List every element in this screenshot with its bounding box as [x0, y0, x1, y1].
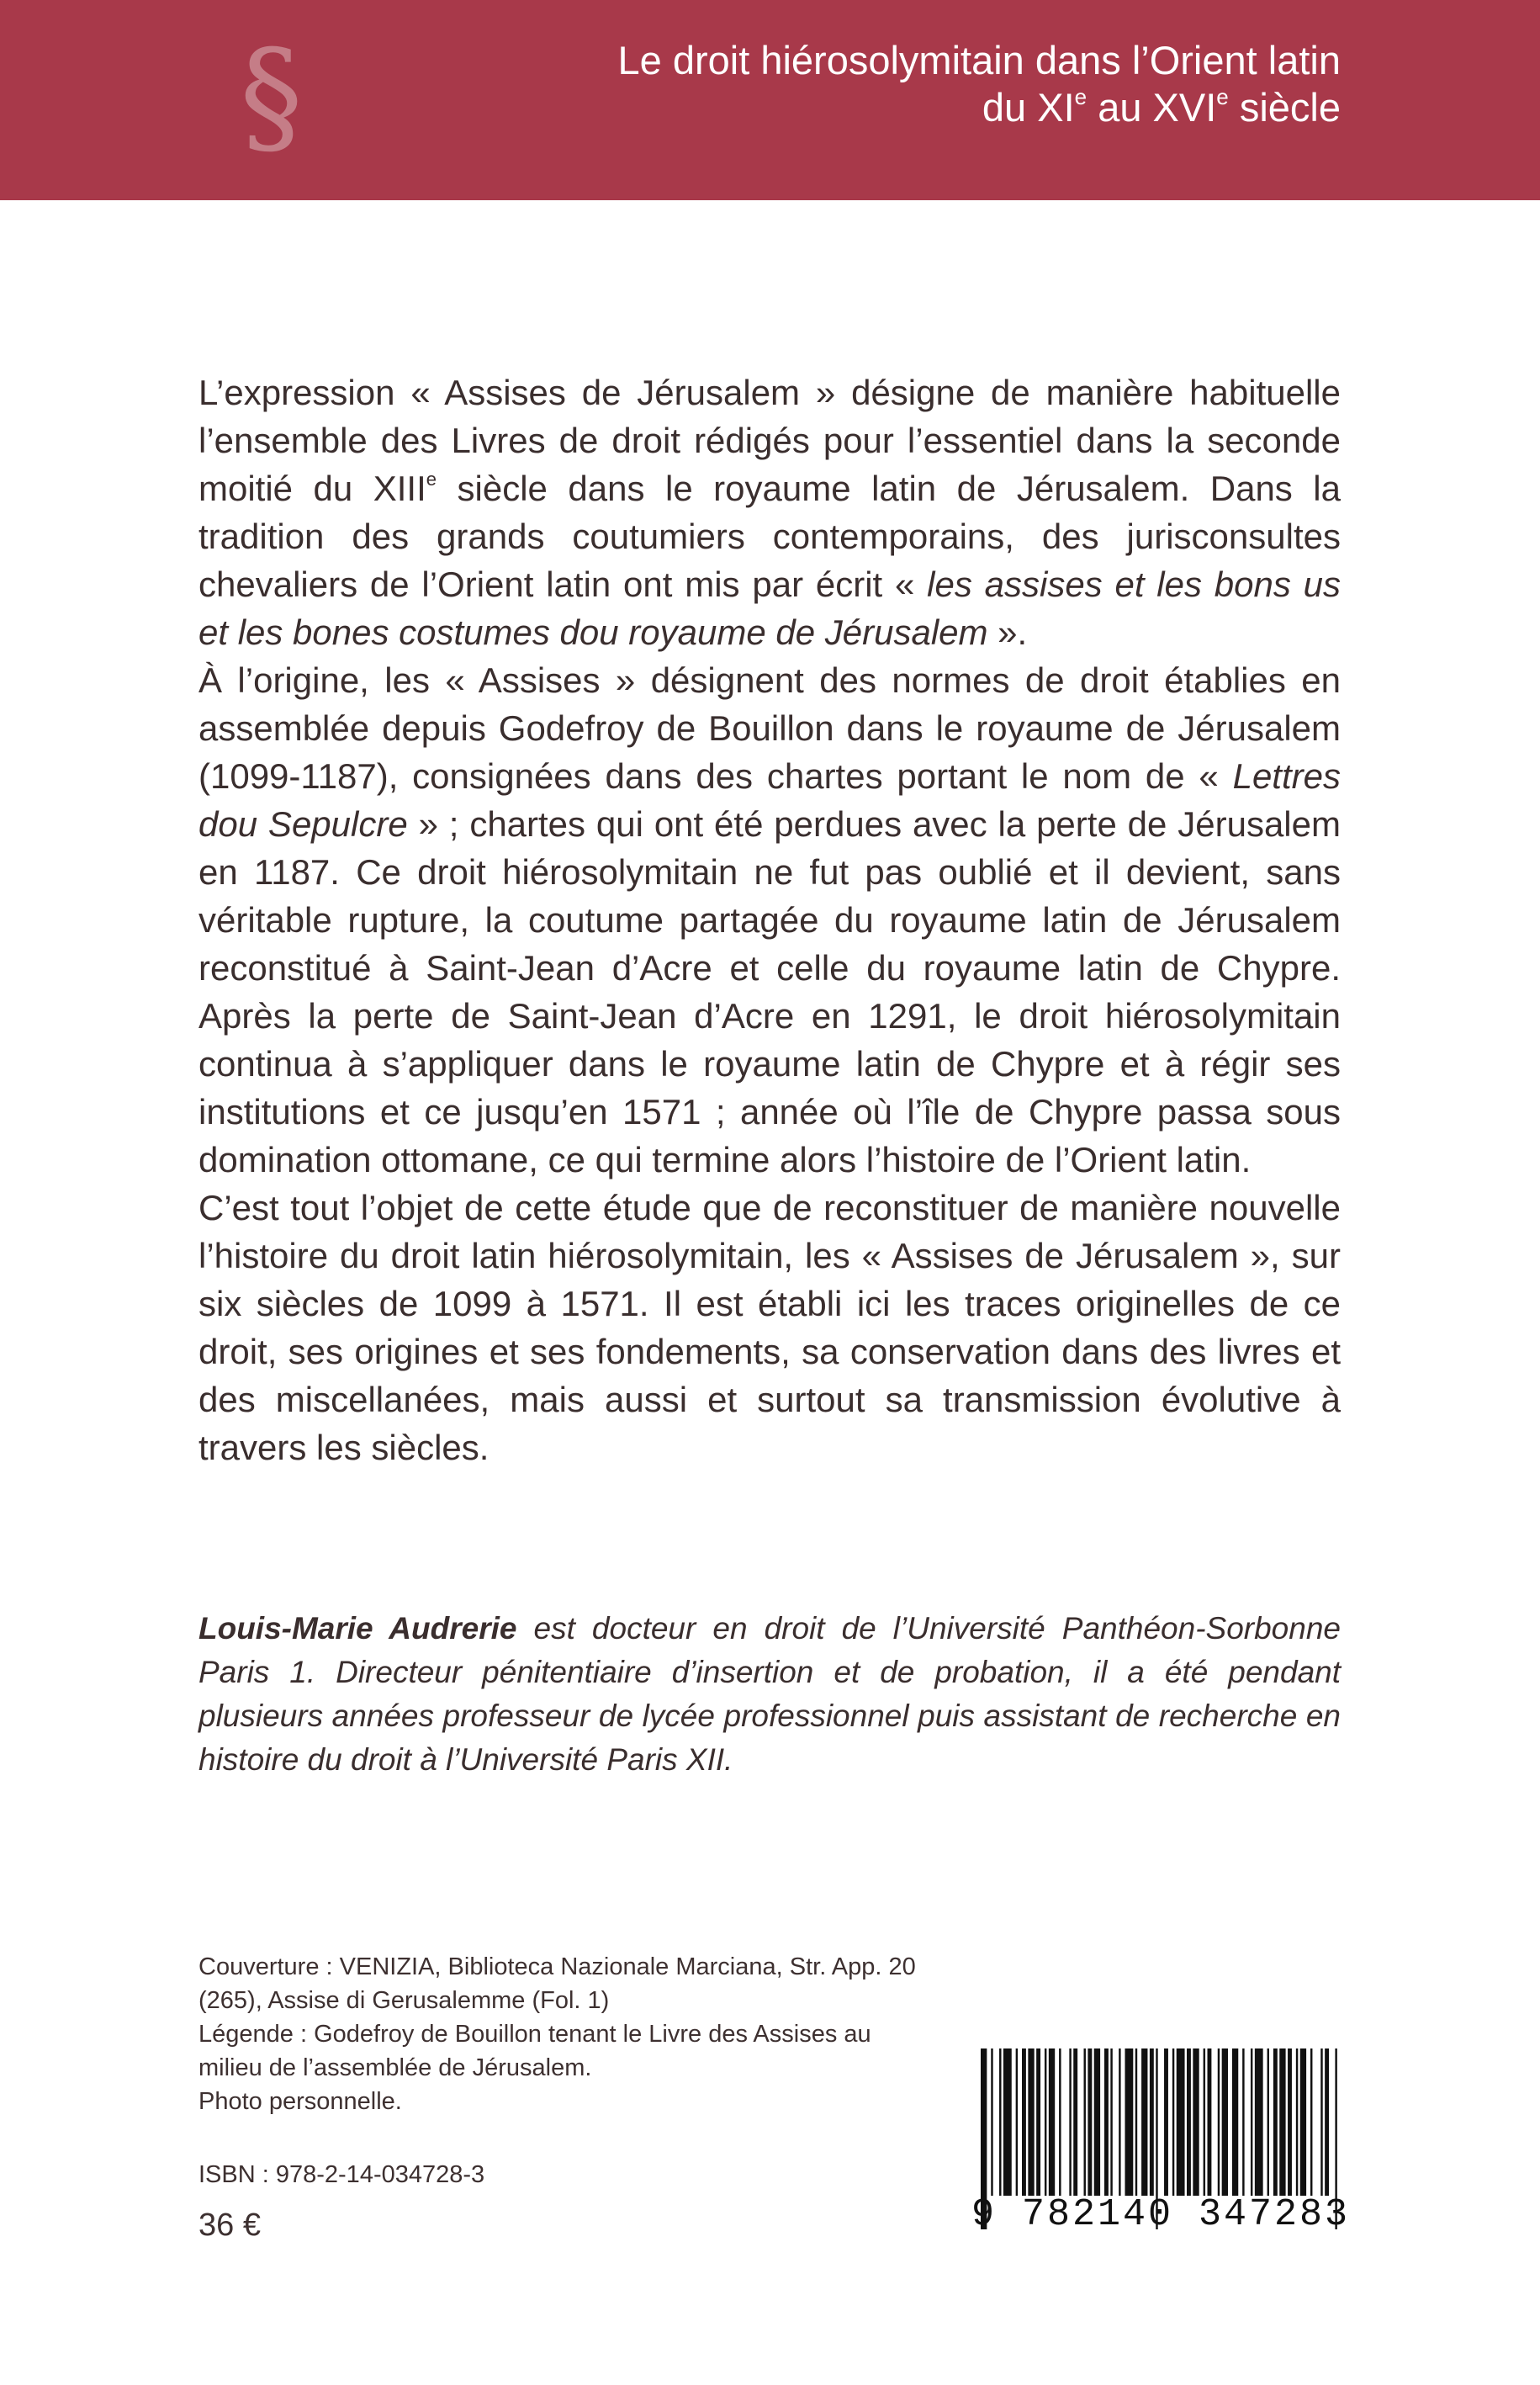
credit-line: Photo personnelle.: [198, 2088, 402, 2115]
barcode-bar: [1119, 2048, 1120, 2196]
barcode-bar: [1279, 2048, 1285, 2196]
summary-paragraph-3: C’est tout l’objet de cette étude que de reconstituer de manière nouvelle l’histoire du droit latin hiérosolymitain, les « Assises de Jérusalem », sur six siècles de 1099 à 1571. Il est établi ici les traces originelles de ce droit, ses origines et ses fondements, sa conservation dans des livres et des miscellanées, mais aussi et surtout sa transmission évolutive à travers les siècles.: [198, 1188, 1341, 1467]
barcode-bar: [999, 2048, 1001, 2196]
barcode-bar: [1028, 2048, 1034, 2196]
barcode-bar: [1288, 2048, 1292, 2196]
barcode-bar: [1084, 2048, 1086, 2196]
summary-text: [198, 368, 1341, 1471]
barcode-bar: [1150, 2048, 1154, 2196]
barcode-bar: [1222, 2048, 1228, 2196]
barcode-bar: [1218, 2048, 1220, 2196]
barcode-bar: [1242, 2048, 1244, 2196]
credit-line: milieu de l’assemblée de Jérusalem.: [198, 2054, 592, 2081]
section-symbol-logo: §: [240, 24, 303, 170]
barcode-bar: [1059, 2048, 1061, 2196]
barcode-bar: [1232, 2048, 1238, 2196]
author-description: est docteur en droit de l’Université Panthéon-Sorbonne Paris 1. Directeur pénitentiaire d’insertion et de probation, il a été pendant plusieurs années professeur de lycée professionnel puis assistant de recherche en histoire du droit à l’Université Paris XII.: [198, 1611, 1341, 1777]
isbn-text: ISBN : 978-2-14-034728-3: [198, 2161, 485, 2188]
cover-credits: [198, 1950, 939, 2118]
barcode-bar: [1187, 2048, 1191, 2196]
barcode-bar: [1267, 2048, 1269, 2196]
barcode-bar: [1296, 2048, 1298, 2196]
barcode-bar: [1208, 2048, 1212, 2196]
title-banner: [0, 0, 1540, 200]
barcode-bar: [1172, 2048, 1174, 2196]
book-title-line-2: du XIe au XVIe siècle: [982, 84, 1341, 130]
barcode-bar: [1300, 2048, 1306, 2196]
barcode-bar: [1045, 2048, 1046, 2196]
price-text: 36 €: [198, 2207, 261, 2243]
book-title-line-1: Le droit hiérosolymitain dans l’Orient latin: [617, 38, 1341, 82]
barcode-bar: [1069, 2048, 1071, 2196]
barcode-bar: [1251, 2048, 1252, 2196]
author-bio: [198, 1607, 1341, 1782]
barcode-bar: [1310, 2048, 1312, 2196]
barcode-bar: [1164, 2048, 1168, 2196]
barcode-bar: [1036, 2048, 1040, 2196]
book-title: [618, 37, 1341, 131]
barcode-bar: [1193, 2048, 1199, 2196]
barcode-bar: [1125, 2048, 1134, 2196]
credit-line: Couverture : VENIZIA, Biblioteca Nazionale Marciana, Str. App. 20: [198, 1953, 916, 1980]
barcode-bar: [1325, 2048, 1329, 2196]
barcode-bar: [1022, 2048, 1026, 2196]
barcode-bar: [1088, 2048, 1092, 2196]
barcode-bar: [1110, 2048, 1112, 2196]
barcode-bar: [1049, 2048, 1055, 2196]
barcode-bar: [1320, 2048, 1322, 2196]
barcode-bar: [1204, 2048, 1205, 2196]
barcode-digits: 9 782140 347283: [971, 2193, 1351, 2236]
barcode-bar: [991, 2048, 992, 2196]
barcode-bar: [1094, 2048, 1100, 2196]
credit-line: (265), Assise di Gerusalemme (Fol. 1): [198, 1987, 610, 2014]
summary-paragraph-2: À l’origine, les « Assises » désignent des normes de droit établies en assemblée depuis Godefroy de Bouillon dans le royaume de Jérusalem (1099-1187), consignées dans des chartes portant le nom de « Lettres dou Sepulcre » ; chartes qui ont été perdues avec la perte de Jérusalem en 1187. Ce droit hiérosolymitain ne fut pas oublié et il devient, sans véritable rupture, la coutume partagée du royaume latin de Jérusalem reconstitué à Saint-Jean d’Acre et celle du royaume latin de Chypre. Après la perte de Saint-Jean d’Acre en 1291, le droit hiérosolymitain continua à s’appliquer dans le royaume latin de Chypre et à régir ses institutions et ce jusqu’en 1571 ; année où l’île de Chypre passa sous domination ottomane, ce qui termine alors l’histoire de l’Orient latin.: [198, 660, 1341, 1179]
credit-line: Légende : Godefroy de Bouillon tenant le Livre des Assises au: [198, 2021, 871, 2048]
barcode-bar: [1003, 2048, 1012, 2196]
barcode-bar: [1104, 2048, 1109, 2196]
summary-paragraph-1: L’expression « Assises de Jérusalem » désigne de manière habituelle l’ensemble des Livres de droit rédigés pour l’essentiel dans la seconde moitié du XIIIe siècle dans le royaume latin de Jérusalem. Dans la tradition des grands coutumiers contemporains, des jurisconsultes chevaliers de l’Orient latin ont mis par écrit « les assises et les bons us et les bones costumes dou royaume de Jérusalem ».: [198, 373, 1342, 652]
barcode-bar: [1016, 2048, 1018, 2196]
barcode-bar: [1273, 2048, 1278, 2196]
author-name: Louis-Marie Audrerie: [198, 1611, 517, 1646]
barcode-bar: [1135, 2048, 1137, 2196]
barcode-bar: [1177, 2048, 1185, 2196]
barcode-bar: [1141, 2048, 1147, 2196]
barcode-bar: [1255, 2048, 1263, 2196]
barcode-bar: [1073, 2048, 1077, 2196]
